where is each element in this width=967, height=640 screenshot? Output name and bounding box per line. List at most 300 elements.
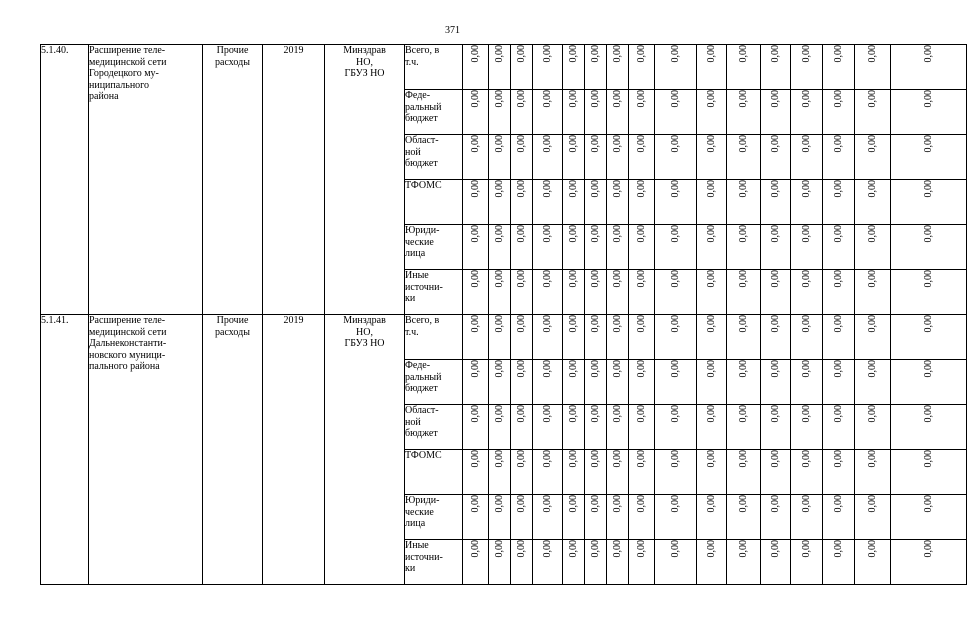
value-cell: [697, 540, 727, 585]
item-executor: [325, 45, 405, 315]
value-cell: [697, 45, 727, 90]
value-text: 0,00: [567, 315, 579, 333]
value-cell: [489, 135, 511, 180]
value-cell: [463, 135, 489, 180]
value-cell: [791, 90, 823, 135]
value-cell: [533, 315, 563, 360]
item-name: [89, 45, 203, 315]
table-row: [41, 315, 967, 360]
value-cell: [697, 450, 727, 495]
value-cell: [489, 180, 511, 225]
value-text: 0,00: [567, 180, 579, 198]
value-cell: [727, 270, 761, 315]
value-text: 0,00: [705, 540, 717, 558]
value-cell: [655, 315, 697, 360]
value-cell: [727, 540, 761, 585]
value-text: 0,00: [922, 90, 934, 108]
value-text: 0,00: [635, 540, 647, 558]
value-text: 0,00: [515, 270, 527, 288]
value-text: 0,00: [611, 360, 623, 378]
value-text: 0,00: [541, 495, 553, 513]
value-cell: [761, 225, 791, 270]
value-cell: [855, 360, 891, 405]
value-cell: [761, 180, 791, 225]
value-text: 0,00: [589, 135, 601, 153]
value-text: 0,00: [832, 180, 844, 198]
value-cell: [791, 135, 823, 180]
value-text: 0,00: [515, 90, 527, 108]
value-cell: [585, 360, 607, 405]
value-text: 0,00: [800, 405, 812, 423]
value-cell: [533, 495, 563, 540]
value-text: 0,00: [866, 405, 878, 423]
value-cell: [761, 135, 791, 180]
value-text: 0,00: [866, 540, 878, 558]
value-cell: [791, 495, 823, 540]
value-cell: [697, 90, 727, 135]
funding-source: [405, 45, 463, 90]
value-text: 0,00: [669, 45, 681, 63]
value-cell: [761, 495, 791, 540]
value-cell: [629, 270, 655, 315]
value-text: 0,00: [669, 90, 681, 108]
value-text: 0,00: [635, 360, 647, 378]
value-cell: [511, 495, 533, 540]
value-text: 0,00: [737, 225, 749, 243]
value-text: 0,00: [541, 270, 553, 288]
value-text: 0,00: [635, 405, 647, 423]
value-text: 0,00: [705, 135, 717, 153]
value-text: 0,00: [737, 495, 749, 513]
value-cell: [823, 225, 855, 270]
value-text: 0,00: [567, 540, 579, 558]
value-cell: [855, 495, 891, 540]
value-cell: [607, 450, 629, 495]
value-cell: [629, 135, 655, 180]
funding-source-label: Юриди- ческие лица: [405, 225, 440, 259]
value-cell: [791, 270, 823, 315]
value-text: 0,00: [769, 495, 781, 513]
value-cell: [891, 180, 967, 225]
value-cell: [607, 45, 629, 90]
value-cell: [855, 180, 891, 225]
value-text: 0,00: [669, 495, 681, 513]
value-cell: [629, 180, 655, 225]
value-cell: [563, 540, 585, 585]
item-number: [41, 45, 89, 315]
value-cell: [761, 450, 791, 495]
value-text: 0,00: [493, 45, 505, 63]
value-text: 0,00: [866, 45, 878, 63]
value-cell: [563, 135, 585, 180]
value-cell: [607, 270, 629, 315]
value-text: 0,00: [866, 225, 878, 243]
funding-source-label: Феде- ральный бюджет: [405, 90, 442, 124]
value-text: 0,00: [589, 45, 601, 63]
value-cell: [511, 450, 533, 495]
value-cell: [655, 405, 697, 450]
funding-source-label: ТФОМС: [405, 180, 442, 191]
value-text: 0,00: [493, 495, 505, 513]
value-cell: [533, 225, 563, 270]
value-text: 0,00: [705, 225, 717, 243]
item-number-text: 5.1.41.: [41, 315, 69, 326]
item-executor-text: Минздрав НО, ГБУЗ НО: [343, 315, 386, 349]
value-text: 0,00: [589, 180, 601, 198]
value-cell: [563, 495, 585, 540]
value-text: 0,00: [589, 315, 601, 333]
value-cell: [629, 315, 655, 360]
value-cell: [585, 540, 607, 585]
value-text: 0,00: [493, 450, 505, 468]
value-cell: [855, 45, 891, 90]
value-text: 0,00: [567, 225, 579, 243]
value-text: 0,00: [737, 270, 749, 288]
expense-kind-text: Прочие расходы: [215, 45, 250, 68]
value-cell: [489, 90, 511, 135]
value-cell: [511, 90, 533, 135]
value-text: 0,00: [493, 90, 505, 108]
value-text: 0,00: [769, 90, 781, 108]
value-text: 0,00: [737, 450, 749, 468]
value-text: 0,00: [635, 45, 647, 63]
value-cell: [511, 360, 533, 405]
table-row: [41, 45, 967, 90]
value-cell: [563, 45, 585, 90]
value-cell: [585, 450, 607, 495]
value-text: 0,00: [922, 135, 934, 153]
item-executor: [325, 315, 405, 585]
value-text: 0,00: [589, 540, 601, 558]
value-text: 0,00: [541, 90, 553, 108]
value-cell: [697, 495, 727, 540]
value-cell: [585, 495, 607, 540]
value-text: 0,00: [635, 225, 647, 243]
value-text: 0,00: [515, 225, 527, 243]
value-text: 0,00: [493, 540, 505, 558]
value-cell: [761, 90, 791, 135]
value-cell: [655, 225, 697, 270]
value-text: 0,00: [669, 315, 681, 333]
value-cell: [607, 225, 629, 270]
funding-source: [405, 180, 463, 225]
value-cell: [655, 135, 697, 180]
value-text: 0,00: [567, 90, 579, 108]
value-text: 0,00: [541, 45, 553, 63]
value-text: 0,00: [541, 180, 553, 198]
value-text: 0,00: [866, 360, 878, 378]
value-cell: [463, 225, 489, 270]
value-cell: [585, 45, 607, 90]
value-text: 0,00: [832, 360, 844, 378]
value-cell: [511, 405, 533, 450]
value-cell: [533, 135, 563, 180]
value-cell: [629, 360, 655, 405]
value-cell: [607, 315, 629, 360]
value-text: 0,00: [737, 90, 749, 108]
value-cell: [655, 270, 697, 315]
value-text: 0,00: [541, 540, 553, 558]
value-cell: [697, 405, 727, 450]
value-cell: [823, 495, 855, 540]
value-text: 0,00: [493, 315, 505, 333]
value-cell: [655, 360, 697, 405]
value-text: 0,00: [469, 45, 481, 63]
value-cell: [607, 540, 629, 585]
value-cell: [727, 495, 761, 540]
value-text: 0,00: [737, 180, 749, 198]
value-cell: [563, 315, 585, 360]
value-cell: [855, 135, 891, 180]
value-text: 0,00: [635, 495, 647, 513]
value-text: 0,00: [705, 180, 717, 198]
funding-source: [405, 495, 463, 540]
value-text: 0,00: [800, 90, 812, 108]
value-text: 0,00: [589, 495, 601, 513]
value-cell: [533, 450, 563, 495]
item-name: [89, 315, 203, 585]
value-text: 0,00: [515, 360, 527, 378]
value-text: 0,00: [800, 45, 812, 63]
value-text: 0,00: [737, 135, 749, 153]
value-text: 0,00: [866, 450, 878, 468]
value-cell: [607, 360, 629, 405]
value-cell: [855, 450, 891, 495]
value-cell: [489, 225, 511, 270]
value-cell: [727, 225, 761, 270]
funding-source: [405, 540, 463, 585]
value-text: 0,00: [800, 360, 812, 378]
funding-source: [405, 135, 463, 180]
value-cell: [563, 180, 585, 225]
value-text: 0,00: [669, 450, 681, 468]
value-text: 0,00: [705, 90, 717, 108]
value-cell: [727, 45, 761, 90]
value-text: 0,00: [769, 540, 781, 558]
value-text: 0,00: [922, 225, 934, 243]
value-text: 0,00: [567, 360, 579, 378]
value-cell: [489, 270, 511, 315]
value-cell: [489, 495, 511, 540]
value-text: 0,00: [469, 450, 481, 468]
value-text: 0,00: [832, 405, 844, 423]
funding-source: [405, 360, 463, 405]
value-text: 0,00: [515, 180, 527, 198]
value-text: 0,00: [705, 315, 717, 333]
value-cell: [791, 405, 823, 450]
value-cell: [891, 450, 967, 495]
value-cell: [823, 315, 855, 360]
value-cell: [823, 360, 855, 405]
value-cell: [629, 450, 655, 495]
value-text: 0,00: [832, 90, 844, 108]
value-text: 0,00: [705, 405, 717, 423]
value-cell: [891, 360, 967, 405]
value-cell: [855, 540, 891, 585]
value-cell: [489, 450, 511, 495]
value-cell: [533, 180, 563, 225]
value-text: 0,00: [469, 135, 481, 153]
value-text: 0,00: [922, 45, 934, 63]
value-text: 0,00: [567, 450, 579, 468]
value-cell: [791, 315, 823, 360]
value-text: 0,00: [800, 270, 812, 288]
value-cell: [891, 405, 967, 450]
value-text: 0,00: [611, 180, 623, 198]
value-text: 0,00: [737, 360, 749, 378]
funding-source-label: Всего, в т.ч.: [405, 45, 440, 68]
value-text: 0,00: [866, 135, 878, 153]
value-cell: [855, 225, 891, 270]
value-text: 0,00: [611, 45, 623, 63]
value-text: 0,00: [800, 315, 812, 333]
funding-source: [405, 450, 463, 495]
value-text: 0,00: [611, 90, 623, 108]
table-body: [41, 45, 967, 585]
funding-source-label: ТФОМС: [405, 450, 442, 461]
value-cell: [629, 90, 655, 135]
value-text: 0,00: [567, 135, 579, 153]
value-cell: [697, 360, 727, 405]
value-text: 0,00: [832, 495, 844, 513]
value-cell: [697, 270, 727, 315]
value-cell: [629, 540, 655, 585]
value-text: 0,00: [635, 270, 647, 288]
value-text: 0,00: [611, 450, 623, 468]
item-year-text: 2019: [283, 45, 304, 56]
funding-source-label: Иные источни- ки: [405, 270, 443, 304]
value-text: 0,00: [705, 270, 717, 288]
value-cell: [727, 90, 761, 135]
value-text: 0,00: [515, 135, 527, 153]
value-text: 0,00: [589, 450, 601, 468]
item-year: [263, 315, 325, 585]
value-cell: [585, 135, 607, 180]
funding-source: [405, 315, 463, 360]
value-cell: [511, 45, 533, 90]
value-cell: [655, 495, 697, 540]
value-cell: [533, 540, 563, 585]
value-text: 0,00: [469, 90, 481, 108]
value-cell: [607, 180, 629, 225]
value-text: 0,00: [541, 225, 553, 243]
value-text: 0,00: [705, 450, 717, 468]
value-text: 0,00: [541, 405, 553, 423]
value-cell: [463, 495, 489, 540]
value-text: 0,00: [669, 360, 681, 378]
value-text: 0,00: [469, 180, 481, 198]
funding-source: [405, 90, 463, 135]
value-cell: [891, 90, 967, 135]
value-text: 0,00: [611, 405, 623, 423]
budget-table: [40, 44, 967, 585]
value-cell: [629, 45, 655, 90]
value-cell: [585, 405, 607, 450]
value-text: 0,00: [832, 315, 844, 333]
value-cell: [585, 315, 607, 360]
value-cell: [727, 450, 761, 495]
value-text: 0,00: [589, 225, 601, 243]
item-executor-text: Минздрав НО, ГБУЗ НО: [343, 45, 386, 79]
value-text: 0,00: [589, 90, 601, 108]
value-cell: [761, 405, 791, 450]
page-number: 371: [445, 25, 460, 36]
value-cell: [761, 315, 791, 360]
value-cell: [823, 270, 855, 315]
value-text: 0,00: [541, 135, 553, 153]
value-text: 0,00: [493, 270, 505, 288]
value-cell: [823, 180, 855, 225]
value-text: 0,00: [567, 405, 579, 423]
value-cell: [855, 270, 891, 315]
value-text: 0,00: [541, 450, 553, 468]
value-text: 0,00: [469, 540, 481, 558]
value-cell: [489, 360, 511, 405]
value-cell: [585, 225, 607, 270]
value-cell: [655, 450, 697, 495]
value-text: 0,00: [769, 405, 781, 423]
value-cell: [891, 225, 967, 270]
value-cell: [891, 45, 967, 90]
value-text: 0,00: [922, 450, 934, 468]
value-text: 0,00: [866, 270, 878, 288]
value-text: 0,00: [800, 540, 812, 558]
funding-source: [405, 405, 463, 450]
value-text: 0,00: [567, 270, 579, 288]
value-text: 0,00: [669, 540, 681, 558]
funding-source-label: Феде- ральный бюджет: [405, 360, 442, 394]
value-text: 0,00: [635, 180, 647, 198]
value-cell: [533, 90, 563, 135]
value-text: 0,00: [737, 45, 749, 63]
value-cell: [463, 360, 489, 405]
value-cell: [855, 90, 891, 135]
value-cell: [463, 270, 489, 315]
item-number-text: 5.1.40.: [41, 45, 69, 56]
value-cell: [585, 90, 607, 135]
funding-source: [405, 270, 463, 315]
value-cell: [727, 135, 761, 180]
value-cell: [585, 270, 607, 315]
value-cell: [791, 225, 823, 270]
value-text: 0,00: [589, 270, 601, 288]
value-cell: [891, 135, 967, 180]
value-text: 0,00: [515, 540, 527, 558]
value-cell: [463, 450, 489, 495]
value-text: 0,00: [469, 495, 481, 513]
value-text: 0,00: [800, 495, 812, 513]
expense-kind-text: Прочие расходы: [215, 315, 250, 338]
value-text: 0,00: [737, 315, 749, 333]
value-cell: [533, 405, 563, 450]
value-text: 0,00: [769, 45, 781, 63]
value-text: 0,00: [922, 315, 934, 333]
value-cell: [791, 45, 823, 90]
value-text: 0,00: [669, 270, 681, 288]
value-text: 0,00: [493, 360, 505, 378]
value-cell: [855, 315, 891, 360]
value-cell: [511, 135, 533, 180]
value-text: 0,00: [611, 135, 623, 153]
value-cell: [607, 135, 629, 180]
value-cell: [563, 450, 585, 495]
value-text: 0,00: [769, 450, 781, 468]
value-text: 0,00: [769, 360, 781, 378]
value-text: 0,00: [922, 360, 934, 378]
value-text: 0,00: [635, 90, 647, 108]
value-cell: [727, 180, 761, 225]
value-text: 0,00: [515, 315, 527, 333]
